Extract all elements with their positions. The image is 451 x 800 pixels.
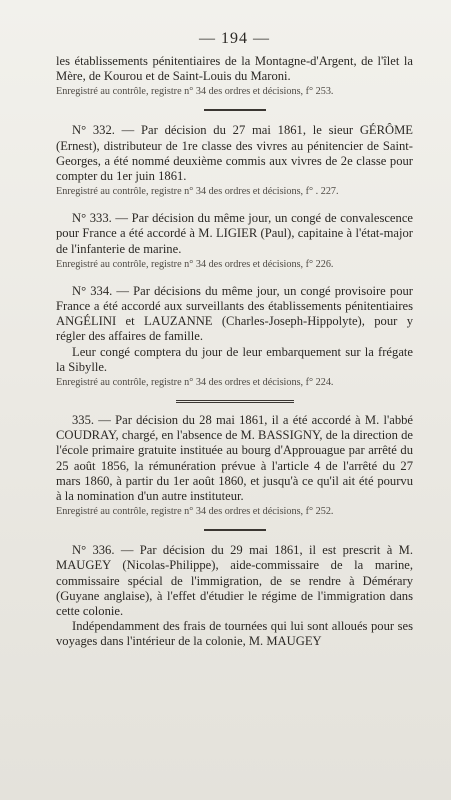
intro-block <box>56 54 413 99</box>
entry-332 <box>56 123 413 199</box>
entry-registration: Enregistré au contrôle, registre n° 34 des ordres et décisions, f° . 227. <box>56 186 339 198</box>
section-divider <box>204 529 266 531</box>
entry-335 <box>56 413 413 519</box>
intro-registration: Enregistré au contrôle, registre n° 34 des ordres et décisions, f° 253. <box>56 86 334 98</box>
entry-paragraph: N° 334. — Par décisions du même jour, un congé provisoire pour France a été accordé aux surveillants des établissements pénitentiaires ANGÉLINI et LAUZANNE (Charles-Joseph-Hippolyte), pour y régler des affaires de famille. <box>56 283 413 344</box>
entry-334 <box>56 284 413 390</box>
page-number: — 194 — <box>199 30 270 47</box>
entry-registration: Enregistré au contrôle, registre n° 34 des ordres et décisions, f° 252. <box>56 506 334 518</box>
entry-spacer <box>56 272 413 284</box>
entry-spacer <box>56 199 413 211</box>
entry-336 <box>56 543 413 649</box>
entry-paragraph: N° 332. — Par décision du 27 mai 1861, le sieur GÉRÔME (Ernest), distributeur de 1re classe des vivres au pénitencier de Saint-Georges, a été nommé deuxième commis aux vivres de 2e classe pour compter du 1er juin 1861. <box>56 123 413 184</box>
intro-paragraph: les établissements pénitentiaires de la Montagne-d'Argent, de l'îlet la Mère, de Kourou et de Saint-Louis du Maroni. <box>56 54 413 84</box>
entry-333 <box>56 211 413 272</box>
entry-paragraph: N° 333. — Par décision du même jour, un congé de convalescence pour France a été accordé à M. LIGIER (Paul), capitaine à l'état-major de l'infanterie de marine. <box>56 211 413 256</box>
entry-registration: Enregistré au contrôle, registre n° 34 des ordres et décisions, f° 224. <box>56 377 334 389</box>
section-divider <box>204 109 266 111</box>
entry-paragraph: Leur congé comptera du jour de leur embarquement sur la frégate la Sibylle. <box>56 344 413 374</box>
entry-registration: Enregistré au contrôle, registre n° 34 des ordres et décisions, f° 226. <box>56 258 334 270</box>
entry-paragraph: Indépendamment des frais de tournées qui lui sont alloués pour ses voyages dans l'intérieur de la colonie, M. MAUGEY <box>56 619 413 649</box>
section-divider <box>176 400 294 401</box>
entry-paragraph: N° 336. — Par décision du 29 mai 1861, il est prescrit à M. MAUGEY (Nicolas-Philippe), aide-commissaire de la marine, commissaire spécial de l'immigration, de se rendre à Démérary (Guyane anglaise), à l'effet d'étudier le régime de l'immigration dans cette colonie. <box>56 543 413 619</box>
entry-paragraph: 335. — Par décision du 28 mai 1861, il a été accordé à M. l'abbé COUDRAY, chargé, en l'absence de M. BASSIGNY, de la direction de l'école primaire gratuite instituée au bourg d'Approuague par arrêté du 25 août 1856, la rémunération prévue à l'article 4 de l'arrêté du 27 mars 1860, à partir du 1er août 1860, et jusqu'à ce qu'il ait été pourvu à la nomination d'un autre instituteur. <box>56 413 413 504</box>
